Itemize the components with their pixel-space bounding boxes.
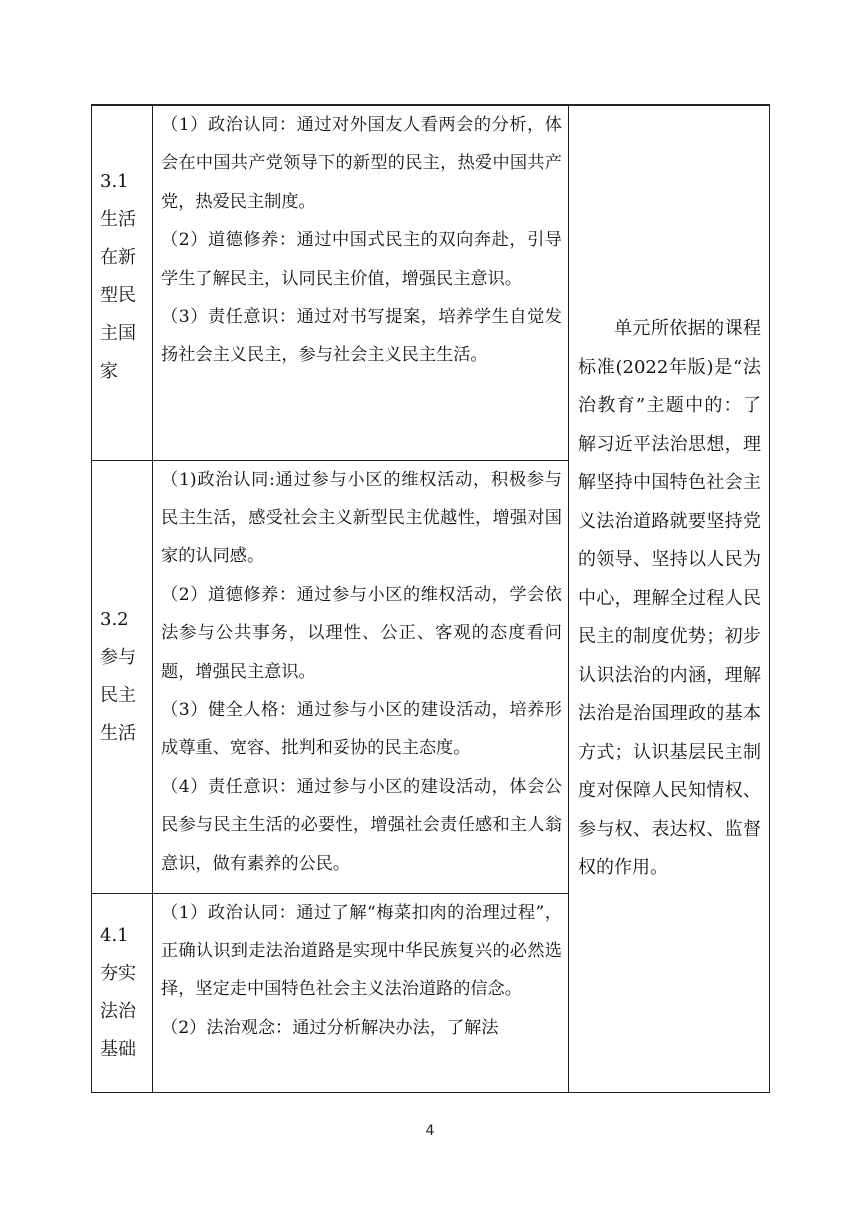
lesson-label: 4.1 夯实 法治 基础 (100, 924, 136, 1060)
curriculum-standard-cell (569, 105, 770, 1092)
goals-cell (153, 105, 569, 460)
table-row (92, 105, 770, 460)
goal-item: （2）道德修养：通过参与小区的维权活动，学会依法参与公共事务，以理性、公正、客观的态度看问题，增强民主意识。 (161, 584, 562, 682)
goal-item: （3）健全人格：通过参与小区的建设活动，培养形成尊重、宽容、批判和妥协的民主态度。 (161, 699, 562, 759)
goal-item: （4）责任意识：通过参与小区的建设活动，体会公民参与民主生活的必要性，增强社会责任感和主人翁意识，做有素养的公民。 (161, 776, 562, 874)
goal-item: （2）法治观念：通过分析解决办法，了解法 (161, 1017, 499, 1038)
page-number: 4 (425, 1123, 435, 1139)
goal-item: （2）道德修养：通过中国式民主的双向奔赴，引导学生了解民主，认同民主价值，增强民主意识。 (161, 230, 562, 289)
lesson-cell (92, 105, 153, 460)
goals-cell (153, 893, 569, 1092)
goal-item: （1）政治认同：通过对外国友人看两会的分析，体会在中国共产党领导下的新型的民主，热爱中国共产党，热爱民主制度。 (161, 115, 562, 212)
curriculum-standard-text: 单元所依据的课程标准(2022年版)是“法治教育”主题中的：了解习近平法治思想，理解坚持中国特色社会主义法治道路就要坚持党的领导、坚持以人民为中心，理解全过程人民民主的制度优势；初步认识法治的内涵，理解法治是治国理政的基本方式；认识基层民主制度对保障人民知情权、参与权、表达权、监督权的作用。 (578, 318, 761, 878)
curriculum-table (91, 104, 770, 1093)
goal-item: （3）责任意识：通过对书写提案，培养学生自觉发扬社会主义民主，参与社会主义民主生活。 (161, 307, 562, 366)
lesson-cell (92, 893, 153, 1092)
lesson-label: 3.2 参与 民主 生活 (100, 608, 136, 744)
goal-item: （1)政治认同:通过参与小区的维权活动，积极参与民主生活，感受社会主义新型民主优越性，增强对国家的认同感。 (161, 469, 562, 567)
goals-cell (153, 460, 569, 893)
lesson-cell (92, 460, 153, 893)
lesson-label: 3.1 生活 在新 型民 主国 家 (100, 171, 136, 382)
goal-item: （1）政治认同：通过了解“梅菜扣肉的治理过程”，正确认识到走法治道路是实现中华民族复兴的必然选择，坚定走中国特色社会主义法治道路的信念。 (161, 902, 562, 1000)
